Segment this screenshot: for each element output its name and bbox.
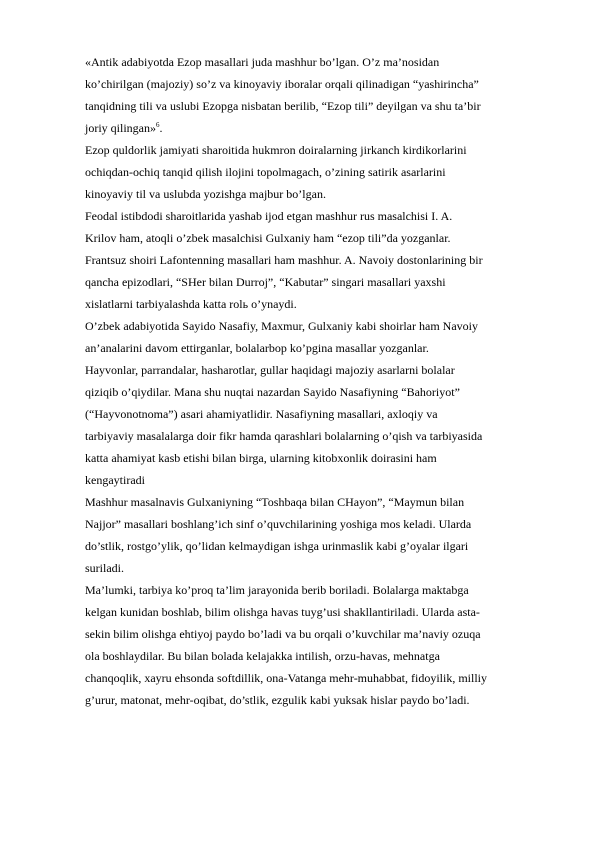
text-line bbox=[85, 403, 557, 425]
text-line bbox=[85, 271, 557, 293]
text-line-content: qiziqib o’qiydilar. Mana shu nuqtai nazardan Sayido Nasafiyning “Bahoriyot” bbox=[85, 385, 460, 399]
text-line bbox=[85, 645, 557, 667]
text-line bbox=[85, 95, 557, 117]
text-line bbox=[85, 73, 557, 95]
text-line bbox=[85, 205, 557, 227]
text-line-content: Ma’lumki, tarbiya ko’proq ta’lim jarayonida berib boriladi. Bolalarga maktabga bbox=[85, 583, 469, 597]
text-line bbox=[85, 535, 557, 557]
text-line bbox=[85, 579, 557, 601]
text-line bbox=[85, 139, 557, 161]
text-line-content: kengaytiradi bbox=[85, 473, 145, 487]
text-line bbox=[85, 315, 557, 337]
text-line bbox=[85, 557, 557, 579]
text-line bbox=[85, 183, 557, 205]
footnote-marker: 6 bbox=[156, 121, 160, 129]
text-line-content: Hayvonlar, parrandalar, hasharotlar, gullar haqidagi majoziy asarlarni bolalar bbox=[85, 363, 455, 377]
text-line-content: ko’chirilgan (majoziy) so’z va kinoyaviy iboralar orqali qilinadigan “yashirincha” bbox=[85, 77, 479, 91]
text-line-content: kelgan kunidan boshlab, bilim olishga havas tuyg’usi shakllantiriladi. Ularda asta- bbox=[85, 605, 480, 619]
text-line bbox=[85, 161, 557, 183]
text-line-content: g’urur, matonat, mehr-oqibat, do’stlik, ezgulik kabi yuksak hislar paydo bo’ladi. bbox=[85, 693, 470, 707]
text-line bbox=[85, 667, 557, 689]
text-line-content: Krilov ham, atoqli o’zbek masalchisi Gulxaniy ham “ezop tili”da yozganlar. bbox=[85, 231, 451, 245]
text-line-content: Feodal istibdodi sharoitlarida yashab ijod etgan mashhur rus masalchisi I. A. bbox=[85, 209, 453, 223]
text-line-content: xislatlarni tarbiyalashda katta rolь o’ynaydi. bbox=[85, 297, 297, 311]
text-line-content: tarbiyaviy masalalarga doir fikr hamda qarashlari bolalarning o’qish va tarbiyasida bbox=[85, 429, 483, 443]
text-line-content: sekin bilim olishga ehtiyoj paydo bo’ladi va bu orqali o’kuvchilar ma’naviy ozuqa bbox=[85, 627, 481, 641]
text-line-content: kinoyaviy til va uslubda yozishga majbur bo’lgan. bbox=[85, 187, 326, 201]
text-line bbox=[85, 381, 557, 403]
text-line-content: (“Hayvonotnoma”) asari ahamiyatlidir. Nasafiyning masallari, axloqiy va bbox=[85, 407, 438, 421]
text-line-content: Mashhur masalnavis Gulxaniyning “Toshbaqa bilan CHayon”, “Maymun bilan bbox=[85, 495, 465, 509]
text-line-content: «Antik adabiyotda Ezop masallari juda mashhur bo’lgan. O’z ma’nosidan bbox=[85, 55, 440, 69]
text-line-content: ola boshlaydilar. Bu bilan bolada kelajakka intilish, orzu-havas, mehnatga bbox=[85, 649, 440, 663]
text-line bbox=[85, 293, 557, 315]
text-line bbox=[85, 337, 557, 359]
text-line bbox=[85, 117, 557, 139]
text-line-content: Najjor” masallari boshlang’ich sinf o’quvchilarining yoshiga mos keladi. Ularda bbox=[85, 517, 472, 531]
text-line-content: chanqoqlik, xayru ehsonda softdillik, ona-Vatanga mehr-muhabbat, fidoyilik, milliy bbox=[85, 671, 488, 685]
text-line-tail: . bbox=[159, 121, 163, 135]
text-line-content: an’analarini davom ettirganlar, bolalarbop ko’pgina masallar yozganlar. bbox=[85, 341, 429, 355]
text-line bbox=[85, 249, 557, 271]
body-text bbox=[85, 51, 557, 711]
text-line bbox=[85, 359, 557, 381]
text-line-content: Frantsuz shoiri Lafontenning masallari ham mashhur. A. Navoiy dostonlarining bir bbox=[85, 253, 483, 267]
text-line-content: suriladi. bbox=[85, 561, 124, 575]
text-line-content: qancha epizodlari, “SHer bilan Durroj”, “Kabutar” singari masallari yaxshi bbox=[85, 275, 446, 289]
text-line bbox=[85, 51, 557, 73]
text-line bbox=[85, 689, 557, 711]
text-line bbox=[85, 447, 557, 469]
text-line-content: katta ahamiyat kasb etishi bilan birga, ularning kitobxonlik doirasini ham bbox=[85, 451, 437, 465]
text-line bbox=[85, 491, 557, 513]
text-line bbox=[85, 227, 557, 249]
text-line-content: ochiqdan-ochiq tanqid qilish ilojini topolmagach, o’zining satirik asarlarini bbox=[85, 165, 446, 179]
text-line bbox=[85, 623, 557, 645]
text-line-content: O’zbek adabiyotida Sayido Nasafiy, Maxmur, Gulxaniy kabi shoirlar ham Navoiy bbox=[85, 319, 478, 333]
text-line bbox=[85, 469, 557, 491]
text-line-content: Ezop quldorlik jamiyati sharoitida hukmron doiralarning jirkanch kirdikorlarini bbox=[85, 143, 467, 157]
text-line bbox=[85, 513, 557, 535]
text-line bbox=[85, 425, 557, 447]
text-line-content: do’stlik, rostgo’ylik, qo’lidan kelmaydigan ishga urinmaslik kabi g’oyalar ilgari bbox=[85, 539, 469, 553]
text-line-content: tanqidning tili va uslubi Ezopga nisbatan berilib, “Ezop tili” deyilgan va shu ta’bir bbox=[85, 99, 481, 113]
text-line bbox=[85, 601, 557, 623]
text-line-content: joriy qilingan» bbox=[85, 121, 156, 135]
